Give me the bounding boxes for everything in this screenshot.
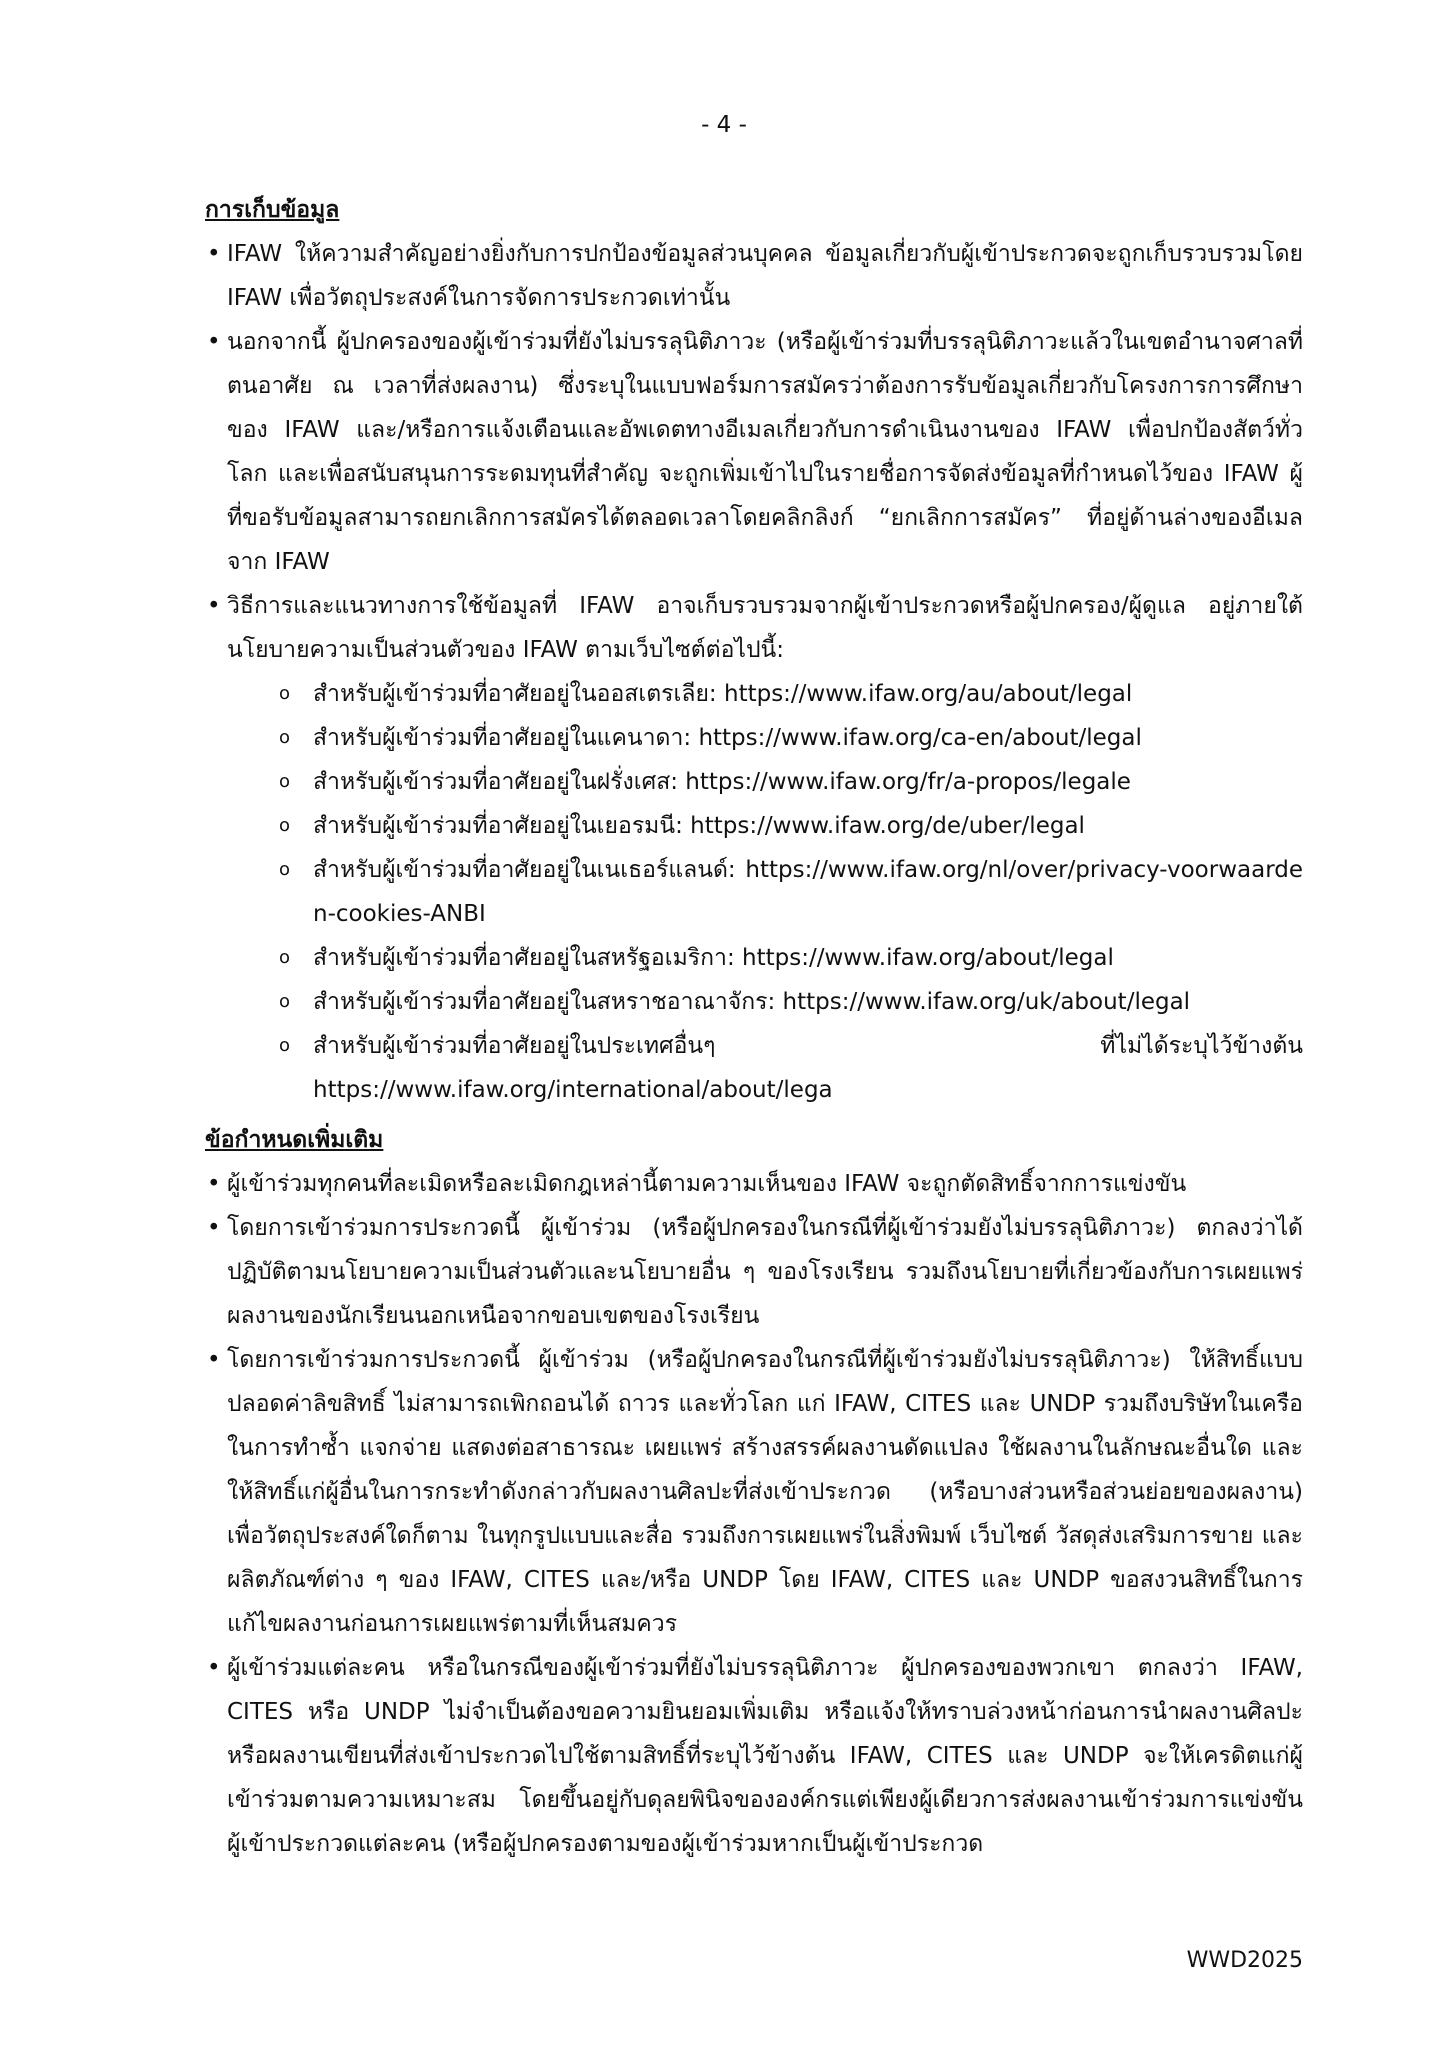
bullet-license-grant: • โดยการเข้าร่วมการประกวดนี้ ผู้เข้าร่วม (หรือผู้ปกครองในกรณีที่ผู้เข้าร่วมยังไม่บรรลุนิติภาวะ) ให้สิทธิ์แบบปลอดค่าลิขสิทธิ์ ไม่สามารถเพิกถอนได้ ถาวร และทั่วโลก แก่ IFAW, CITES และ UNDP รวมถึงบริษัทในเครือ ในการทำซ้ำ แจกจ่าย แสดงต่อสาธารณะ เผยแพร่ สร้างสรรค์ผลงานดัดแปลง ใช้ผลงานในลักษณะอื่นใด และให้สิทธิ์แก่ผู้อื่นในการกระทำดังกล่าวกับผลงานศิลปะที่ส่งเข้าประกวด (หรือบางส่วนหรือส่วนย่อยของผลงาน) เพื่อวัตถุประสงค์ใดก็ตาม ในทุกรูปแบบและสื่อ รวมถึงการเผยแพร่ในสิ่งพิมพ์ เว็บไซต์ วัสดุส่งเสริมการขาย และผลิตภัณฑ์ต่าง ๆ ของ IFAW, CITES และ/หรือ UNDP โดย IFAW, CITES และ UNDP ขอสงวนสิทธิ์ในการแก้ไขผลงานก่อนการเผยแพร่ตามที่เห็นสมควร <box>205 1338 1303 1646</box>
circle-bullet-icon: o <box>279 1035 291 1056</box>
privacy-link-item[interactable]: o สำหรับผู้เข้าร่วมที่อาศัยอยู่ในออสเตรเลีย: https://www.ifaw.org/au/about/legal <box>279 672 1303 716</box>
circle-bullet-icon: o <box>279 815 291 836</box>
footer-code: WWD2025 <box>1186 1948 1303 1973</box>
bullet-privacy-policy <box>205 584 1303 1112</box>
privacy-link-item[interactable]: o สำหรับผู้เข้าร่วมที่อาศัยอยู่ในเนเธอร์แลนด์: https://www.ifaw.org/nl/over/privacy-voorwaarden-cookies-ANBI <box>279 848 1303 936</box>
privacy-link-item[interactable]: o สำหรับผู้เข้าร่วมที่อาศัยอยู่ในฝรั่งเศส: https://www.ifaw.org/fr/a-propos/legale <box>279 760 1303 804</box>
heading-additional-terms: ข้อกำหนดเพิ่มเติม <box>205 1127 384 1153</box>
page-number: - 4 - <box>701 112 747 138</box>
bullet-guardian-mailing: • นอกจากนี้ ผู้ปกครองของผู้เข้าร่วมที่ยังไม่บรรลุนิติภาวะ (หรือผู้เข้าร่วมที่บรรลุนิติภาวะแล้วในเขตอำนาจศาลที่ตนอาศัย ณ เวลาที่ส่งผลงาน) ซึ่งระบุในแบบฟอร์มการสมัครว่าต้องการรับข้อมูลเกี่ยวกับโครงการการศึกษาของ IFAW และ/หรือการแจ้งเตือนและอัพเดตทางอีเมลเกี่ยวกับการดำเนินงานของ IFAW เพื่อปกป้องสัตว์ทั่วโลก และเพื่อสนับสนุนการระดมทุนที่สำคัญ จะถูกเพิ่มเข้าไปในรายชื่อการจัดส่งข้อมูลที่กำหนดไว้ของ IFAW ผู้ที่ขอรับข้อมูลสามารถยกเลิกการสมัครได้ตลอดเวลาโดยคลิกลิงก์ “ยกเลิกการสมัคร” ที่อยู่ด้านล่างของอีเมลจาก IFAW <box>205 320 1303 584</box>
circle-bullet-icon: o <box>279 947 291 968</box>
bullet-disqualification: • ผู้เข้าร่วมทุกคนที่ละเมิดหรือละเมิดกฎเหล่านี้ตามความเห็นของ IFAW จะถูกตัดสิทธิ์จากการแข่งขัน <box>205 1162 1303 1206</box>
data-collection-list <box>205 232 1303 1112</box>
bullet-data-protection: • IFAW ให้ความสำคัญอย่างยิ่งกับการปกป้องข้อมูลส่วนบุคคล ข้อมูลเกี่ยวกับผู้เข้าประกวดจะถูกเก็บรวบรวมโดย IFAW เพื่อวัตถุประสงค์ในการจัดการประกวดเท่านั้น <box>205 232 1303 320</box>
circle-bullet-icon: o <box>279 859 291 880</box>
privacy-links-list <box>227 672 1303 1112</box>
document-body <box>205 188 1303 1866</box>
privacy-policy-intro: วิธีการและแนวทางการใช้ข้อมูลที่ IFAW อาจเก็บรวบรวมจากผู้เข้าประกวดหรือผู้ปกครอง/ผู้ดูแล อยู่ภายใต้นโยบายความเป็นส่วนตัวของ IFAW ตามเว็บไซต์ต่อไปนี้: <box>227 593 1303 663</box>
heading-data-collection: การเก็บข้อมูล <box>205 197 340 223</box>
privacy-link-item[interactable]: o สำหรับผู้เข้าร่วมที่อาศัยอยู่ในเยอรมนี: https://www.ifaw.org/de/uber/legal <box>279 804 1303 848</box>
privacy-link-item[interactable]: o สำหรับผู้เข้าร่วมที่อาศัยอยู่ในแคนาดา: https://www.ifaw.org/ca-en/about/legal <box>279 716 1303 760</box>
circle-bullet-icon: o <box>279 991 291 1012</box>
additional-terms-list <box>205 1162 1303 1866</box>
circle-bullet-icon: o <box>279 683 291 704</box>
circle-bullet-icon: o <box>279 727 291 748</box>
privacy-link-item[interactable]: o สำหรับผู้เข้าร่วมที่อาศัยอยู่ในสหราชอาณาจักร: https://www.ifaw.org/uk/about/legal <box>279 980 1303 1024</box>
privacy-link-item[interactable]: o สำหรับผู้เข้าร่วมที่อาศัยอยู่ในประเทศอื่นๆ ที่ไม่ได้ระบุไว้ข้างต้น https://www.ifaw.org/international/about/lega <box>279 1024 1303 1112</box>
privacy-link-item[interactable]: o สำหรับผู้เข้าร่วมที่อาศัยอยู่ในสหรัฐอเมริกา: https://www.ifaw.org/about/legal <box>279 936 1303 980</box>
bullet-school-policy: • โดยการเข้าร่วมการประกวดนี้ ผู้เข้าร่วม (หรือผู้ปกครองในกรณีที่ผู้เข้าร่วมยังไม่บรรลุนิติภาวะ) ตกลงว่าได้ปฏิบัติตามนโยบายความเป็นส่วนตัวและนโยบายอื่น ๆ ของโรงเรียน รวมถึงนโยบายที่เกี่ยวข้องกับการเผยแพร่ผลงานของนักเรียนนอกเหนือจากขอบเขตของโรงเรียน <box>205 1206 1303 1338</box>
bullet-consent-credit: • ผู้เข้าร่วมแต่ละคน หรือในกรณีของผู้เข้าร่วมที่ยังไม่บรรลุนิติภาวะ ผู้ปกครองของพวกเขา ตกลงว่า IFAW, CITES หรือ UNDP ไม่จำเป็นต้องขอความยินยอมเพิ่มเติม หรือแจ้งให้ทราบล่วงหน้าก่อนการนำผลงานศิลปะหรือผลงานเขียนที่ส่งเข้าประกวดไปใช้ตามสิทธิ์ที่ระบุไว้ข้างต้น IFAW, CITES และ UNDP จะให้เครดิตแก่ผู้เข้าร่วมตามความเหมาะสม โดยขึ้นอยู่กับดุลยพินิจขององค์กรแต่เพียงผู้เดียวการส่งผลงานเข้าร่วมการแข่งขัน ผู้เข้าประกวดแต่ละคน (หรือผู้ปกครองตามของผู้เข้าร่วมหากเป็นผู้เข้าประกวด <box>205 1646 1303 1866</box>
circle-bullet-icon: o <box>279 771 291 792</box>
